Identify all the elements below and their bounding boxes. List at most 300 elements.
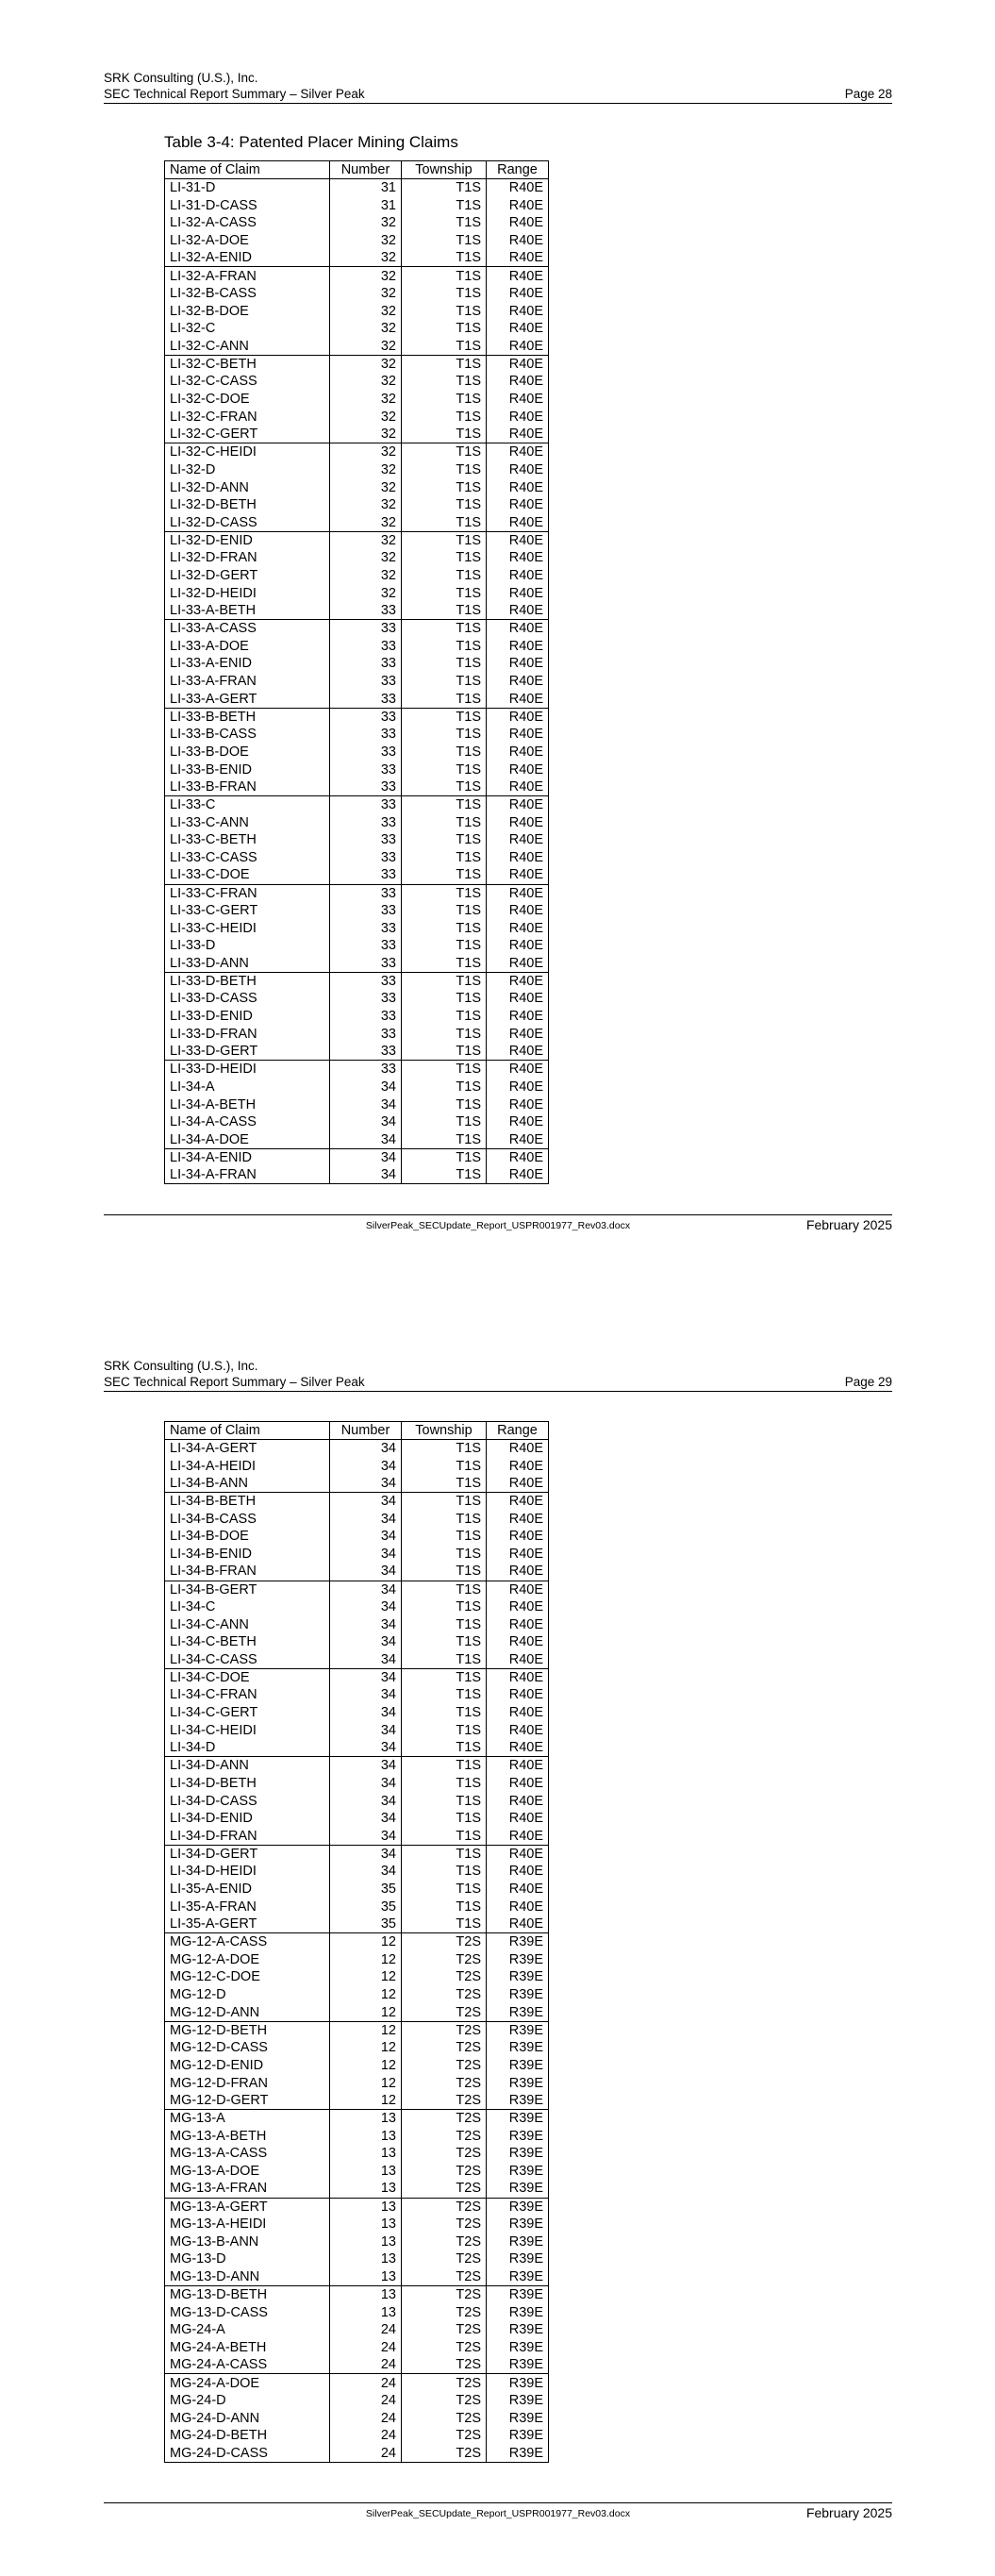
claim-range: R39E <box>487 2445 549 2463</box>
table-row <box>165 2074 549 2092</box>
claim-township: T1S <box>402 1651 487 1669</box>
claim-number: 33 <box>330 778 402 796</box>
claim-number: 34 <box>330 1686 402 1704</box>
table-row <box>165 1968 549 1986</box>
table-row <box>165 514 549 532</box>
claim-number: 34 <box>330 1581 402 1598</box>
claim-number: 32 <box>330 549 402 567</box>
claim-name: LI-34-C <box>165 1598 330 1616</box>
table-row <box>165 1475 549 1493</box>
claim-range: R40E <box>487 937 549 955</box>
claim-name: MG-24-A-CASS <box>165 2356 330 2374</box>
claim-range: R40E <box>487 1828 549 1846</box>
claim-range: R40E <box>487 1722 549 1740</box>
claim-number: 32 <box>330 338 402 356</box>
claim-number: 34 <box>330 1615 402 1633</box>
table-row <box>165 1863 549 1881</box>
claim-name: LI-33-C-BETH <box>165 831 330 849</box>
table-row <box>165 496 549 514</box>
col-header-range: Range <box>487 161 549 179</box>
table-row <box>165 1668 549 1686</box>
claim-name: LI-32-D-ANN <box>165 478 330 496</box>
claim-township: T1S <box>402 902 487 920</box>
claim-range: R40E <box>487 1739 549 1757</box>
table-row <box>165 744 549 761</box>
claim-range: R40E <box>487 972 549 990</box>
table-row <box>165 884 549 902</box>
table-caption: Table 3-4: Patented Placer Mining Claims <box>164 133 458 151</box>
claim-name: LI-33-C-CASS <box>165 849 330 867</box>
claim-township: T2S <box>402 2039 487 2057</box>
claim-number: 32 <box>330 408 402 426</box>
page-footer <box>104 1214 892 1232</box>
table-row <box>165 1598 549 1616</box>
claim-name: LI-34-C-HEIDI <box>165 1722 330 1740</box>
claim-name: LI-32-D-ENID <box>165 531 330 549</box>
claim-range: R40E <box>487 391 549 409</box>
table-row <box>165 2180 549 2198</box>
claim-township: T2S <box>402 2163 487 2181</box>
claim-range: R40E <box>487 426 549 443</box>
claim-number: 34 <box>330 1563 402 1581</box>
table-row <box>165 761 549 778</box>
claim-name: LI-33-A-ENID <box>165 655 330 673</box>
claim-range: R40E <box>487 690 549 708</box>
claim-range: R40E <box>487 1113 549 1131</box>
claim-number: 35 <box>330 1915 402 1933</box>
claim-township: T1S <box>402 1881 487 1899</box>
claim-name: MG-12-D-GERT <box>165 2092 330 2110</box>
claim-name: MG-12-A-CASS <box>165 1933 330 1951</box>
claim-number: 33 <box>330 1026 402 1044</box>
col-header-range: Range <box>487 1422 549 1440</box>
claim-township: T1S <box>402 514 487 532</box>
table-row <box>165 866 549 884</box>
claim-range: R40E <box>487 1475 549 1493</box>
claim-range: R40E <box>487 1898 549 1915</box>
claim-name: LI-32-B-CASS <box>165 285 330 303</box>
table-row <box>165 2092 549 2110</box>
claim-township: T1S <box>402 1845 487 1863</box>
claim-name: LI-33-D-ENID <box>165 1008 330 1026</box>
claim-township: T1S <box>402 1739 487 1757</box>
claim-number: 34 <box>330 1148 402 1166</box>
claim-range: R39E <box>487 2392 549 2410</box>
claim-range: R40E <box>487 267 549 285</box>
claim-number: 31 <box>330 179 402 197</box>
claim-township: T1S <box>402 1493 487 1511</box>
claim-township: T2S <box>402 2021 487 2039</box>
claim-name: LI-34-B-CASS <box>165 1510 330 1528</box>
table-row <box>165 478 549 496</box>
claim-township: T2S <box>402 2339 487 2357</box>
table-row <box>165 2286 549 2304</box>
claim-name: LI-34-C-GERT <box>165 1704 330 1722</box>
claim-range: R40E <box>487 1845 549 1863</box>
claim-township: T1S <box>402 602 487 620</box>
claim-range: R39E <box>487 2039 549 2057</box>
claim-range: R40E <box>487 1457 549 1475</box>
table-row <box>165 1131 549 1149</box>
claim-range: R40E <box>487 866 549 884</box>
claim-township: T1S <box>402 796 487 814</box>
claim-township: T1S <box>402 1757 487 1775</box>
claim-name: LI-34-D-GERT <box>165 1845 330 1863</box>
claim-range: R40E <box>487 443 549 461</box>
table-row <box>165 1096 549 1113</box>
claim-number: 32 <box>330 285 402 303</box>
claim-township: T2S <box>402 1986 487 2004</box>
claim-township: T1S <box>402 690 487 708</box>
claim-township: T1S <box>402 179 487 197</box>
table-row <box>165 1933 549 1951</box>
table-row <box>165 302 549 320</box>
claim-number: 32 <box>330 267 402 285</box>
claim-range: R40E <box>487 744 549 761</box>
claim-number: 12 <box>330 2057 402 2075</box>
table-row <box>165 2004 549 2022</box>
claim-name: LI-34-B-BETH <box>165 1493 330 1511</box>
table-row <box>165 1775 549 1793</box>
claim-number: 34 <box>330 1546 402 1564</box>
table-row <box>165 690 549 708</box>
claim-township: T1S <box>402 1148 487 1166</box>
claim-range: R40E <box>487 408 549 426</box>
claim-range: R39E <box>487 2004 549 2022</box>
page-number: Page 28 <box>844 87 892 101</box>
claim-number: 33 <box>330 726 402 744</box>
claim-township: T2S <box>402 2303 487 2321</box>
claim-name: MG-13-A-FRAN <box>165 2180 330 2198</box>
claim-name: LI-34-A <box>165 1079 330 1096</box>
col-header-name: Name of Claim <box>165 1422 330 1440</box>
claim-number: 24 <box>330 2445 402 2463</box>
claim-name: LI-32-B-DOE <box>165 302 330 320</box>
claim-township: T2S <box>402 2110 487 2128</box>
claim-township: T1S <box>402 461 487 479</box>
claim-number: 33 <box>330 866 402 884</box>
claim-name: LI-32-C <box>165 320 330 338</box>
claim-name: LI-32-A-CASS <box>165 214 330 232</box>
table-row <box>165 2198 549 2216</box>
table-row <box>165 673 549 691</box>
claim-range: R40E <box>487 849 549 867</box>
claim-township: T2S <box>402 2250 487 2268</box>
table-row <box>165 726 549 744</box>
claim-range: R40E <box>487 1598 549 1616</box>
claim-name: MG-24-A <box>165 2321 330 2339</box>
table-row <box>165 443 549 461</box>
claim-range: R40E <box>487 531 549 549</box>
table-row <box>165 567 549 585</box>
claim-range: R39E <box>487 2180 549 2198</box>
claim-name: LI-34-C-DOE <box>165 1668 330 1686</box>
claim-number: 24 <box>330 2321 402 2339</box>
claim-range: R40E <box>487 919 549 937</box>
claim-township: T1S <box>402 196 487 214</box>
footer-rule <box>104 2502 892 2503</box>
claim-name: LI-33-A-DOE <box>165 637 330 655</box>
table-row <box>165 620 549 638</box>
claim-number: 13 <box>330 2198 402 2216</box>
claim-township: T1S <box>402 1563 487 1581</box>
claim-name: LI-32-D <box>165 461 330 479</box>
claim-range: R40E <box>487 1546 549 1564</box>
claim-range: R39E <box>487 1986 549 2004</box>
table-row <box>165 214 549 232</box>
claim-name: MG-24-D <box>165 2392 330 2410</box>
claim-township: T1S <box>402 1043 487 1061</box>
table-row <box>165 549 549 567</box>
claim-name: LI-32-D-CASS <box>165 514 330 532</box>
claim-number: 24 <box>330 2392 402 2410</box>
table-row <box>165 1739 549 1757</box>
table-row <box>165 1633 549 1651</box>
table-row <box>165 1079 549 1096</box>
claim-number: 34 <box>330 1113 402 1131</box>
claim-name: MG-13-B-ANN <box>165 2233 330 2250</box>
col-header-township: Township <box>402 161 487 179</box>
claim-township: T1S <box>402 1026 487 1044</box>
footer-date: February 2025 <box>805 1217 892 1232</box>
claim-number: 32 <box>330 496 402 514</box>
claim-name: LI-33-D-HEIDI <box>165 1061 330 1079</box>
claim-range: R40E <box>487 584 549 602</box>
claim-name: LI-34-B-ENID <box>165 1546 330 1564</box>
table-row <box>165 1950 549 1968</box>
claim-number: 13 <box>330 2180 402 2198</box>
claim-number: 33 <box>330 1008 402 1026</box>
claim-name: LI-33-D-FRAN <box>165 1026 330 1044</box>
claim-number: 13 <box>330 2216 402 2233</box>
claim-number: 33 <box>330 602 402 620</box>
table-row <box>165 1166 549 1184</box>
table-row <box>165 955 549 973</box>
claim-township: T2S <box>402 1968 487 1986</box>
table-row <box>165 2233 549 2250</box>
claim-number: 12 <box>330 1968 402 1986</box>
claim-name: MG-24-D-BETH <box>165 2427 330 2445</box>
claim-number: 12 <box>330 2074 402 2092</box>
claim-township: T1S <box>402 302 487 320</box>
footer-filename: SilverPeak_SECUpdate_Report_USPR001977_Rev03.docx <box>365 2508 631 2519</box>
claim-number: 13 <box>330 2286 402 2304</box>
claim-number: 33 <box>330 690 402 708</box>
claim-township: T2S <box>402 2374 487 2392</box>
claim-name: MG-13-D-ANN <box>165 2268 330 2286</box>
claim-name: LI-32-D-FRAN <box>165 549 330 567</box>
claim-township: T1S <box>402 373 487 391</box>
table-row <box>165 196 549 214</box>
table-row <box>165 2250 549 2268</box>
table-row <box>165 1440 549 1458</box>
claim-number: 34 <box>330 1845 402 1863</box>
claim-range: R40E <box>487 1510 549 1528</box>
report-page-29 <box>0 1288 995 2576</box>
table-row <box>165 2356 549 2374</box>
claim-name: LI-33-D-GERT <box>165 1043 330 1061</box>
claim-name: LI-32-C-GERT <box>165 426 330 443</box>
claims-table <box>164 1421 549 2463</box>
claim-township: T1S <box>402 584 487 602</box>
claim-range: R40E <box>487 232 549 250</box>
claim-name: LI-34-C-ANN <box>165 1615 330 1633</box>
claim-township: T2S <box>402 2216 487 2233</box>
claim-township: T1S <box>402 1528 487 1546</box>
claim-range: R40E <box>487 355 549 373</box>
table-row <box>165 2145 549 2163</box>
claim-township: T1S <box>402 919 487 937</box>
claim-range: R40E <box>487 761 549 778</box>
claim-range: R40E <box>487 1043 549 1061</box>
claim-township: T1S <box>402 478 487 496</box>
table-row <box>165 1061 549 1079</box>
claim-name: LI-32-A-DOE <box>165 232 330 250</box>
claim-range: R39E <box>487 2268 549 2286</box>
claim-range: R40E <box>487 813 549 831</box>
table-row <box>165 2268 549 2286</box>
col-header-number: Number <box>330 161 402 179</box>
claim-name: LI-33-D-CASS <box>165 990 330 1008</box>
claim-number: 32 <box>330 373 402 391</box>
claim-range: R39E <box>487 2074 549 2092</box>
claim-range: R40E <box>487 673 549 691</box>
table-row <box>165 408 549 426</box>
claim-name: LI-32-C-DOE <box>165 391 330 409</box>
claim-number: 33 <box>330 955 402 973</box>
claim-township: T1S <box>402 1440 487 1458</box>
claim-range: R40E <box>487 1008 549 1026</box>
claim-number: 34 <box>330 1792 402 1810</box>
claim-name: LI-32-A-FRAN <box>165 267 330 285</box>
claim-range: R40E <box>487 1096 549 1113</box>
claim-name: LI-34-D-BETH <box>165 1775 330 1793</box>
claim-name: LI-34-A-BETH <box>165 1096 330 1113</box>
claim-range: R40E <box>487 514 549 532</box>
claim-range: R39E <box>487 1933 549 1951</box>
claim-number: 33 <box>330 919 402 937</box>
claim-range: R40E <box>487 1775 549 1793</box>
claim-number: 33 <box>330 796 402 814</box>
claim-number: 24 <box>330 2374 402 2392</box>
claim-name: LI-32-D-HEIDI <box>165 584 330 602</box>
table-row <box>165 708 549 726</box>
claim-name: MG-13-A-CASS <box>165 2145 330 2163</box>
claim-township: T1S <box>402 972 487 990</box>
claim-number: 34 <box>330 1704 402 1722</box>
claim-name: LI-33-B-DOE <box>165 744 330 761</box>
claim-name: MG-12-D-BETH <box>165 2021 330 2039</box>
table-row <box>165 2339 549 2357</box>
page-number: Page 29 <box>844 1375 892 1389</box>
claim-range: R40E <box>487 179 549 197</box>
table-row <box>165 1845 549 1863</box>
claim-name: MG-24-A-DOE <box>165 2374 330 2392</box>
claim-number: 13 <box>330 2163 402 2181</box>
claim-range: R40E <box>487 214 549 232</box>
claim-number: 33 <box>330 637 402 655</box>
claim-name: LI-33-B-BETH <box>165 708 330 726</box>
claim-name: LI-34-C-CASS <box>165 1651 330 1669</box>
claim-range: R40E <box>487 1493 549 1511</box>
table-row <box>165 373 549 391</box>
table-row <box>165 320 549 338</box>
claim-number: 33 <box>330 990 402 1008</box>
claim-name: LI-34-A-FRAN <box>165 1166 330 1184</box>
claim-township: T1S <box>402 1475 487 1493</box>
claim-number: 32 <box>330 302 402 320</box>
claim-name: LI-34-D-FRAN <box>165 1828 330 1846</box>
table-row <box>165 990 549 1008</box>
claim-range: R40E <box>487 1581 549 1598</box>
table-row <box>165 849 549 867</box>
claim-name: LI-34-D-CASS <box>165 1792 330 1810</box>
claim-number: 32 <box>330 232 402 250</box>
claim-name: MG-13-A-DOE <box>165 2163 330 2181</box>
header-rule <box>104 1391 892 1392</box>
claim-number: 24 <box>330 2409 402 2427</box>
claim-number: 32 <box>330 461 402 479</box>
claim-township: T2S <box>402 1933 487 1951</box>
claim-township: T1S <box>402 1598 487 1616</box>
claim-name: LI-33-D <box>165 937 330 955</box>
claim-township: T1S <box>402 1686 487 1704</box>
table-row <box>165 267 549 285</box>
claim-name: LI-34-B-GERT <box>165 1581 330 1598</box>
table-row <box>165 2303 549 2321</box>
claim-township: T1S <box>402 1898 487 1915</box>
claim-range: R39E <box>487 2286 549 2304</box>
claim-name: LI-33-A-CASS <box>165 620 330 638</box>
claim-name: LI-34-C-BETH <box>165 1633 330 1651</box>
claim-name: LI-34-D <box>165 1739 330 1757</box>
claim-number: 33 <box>330 655 402 673</box>
claim-name: LI-32-D-GERT <box>165 567 330 585</box>
claim-range: R40E <box>487 955 549 973</box>
claim-township: T2S <box>402 2004 487 2022</box>
claim-name: LI-33-B-ENID <box>165 761 330 778</box>
table-row <box>165 972 549 990</box>
claim-township: T1S <box>402 1079 487 1096</box>
table-row <box>165 355 549 373</box>
table-row <box>165 1651 549 1669</box>
col-header-number: Number <box>330 1422 402 1440</box>
claim-range: R39E <box>487 2057 549 2075</box>
claim-name: MG-24-D-CASS <box>165 2445 330 2463</box>
claim-township: T2S <box>402 2180 487 2198</box>
claim-township: T2S <box>402 2198 487 2216</box>
claim-number: 34 <box>330 1440 402 1458</box>
claim-name: MG-13-D <box>165 2250 330 2268</box>
table-row <box>165 338 549 356</box>
claim-township: T2S <box>402 2409 487 2427</box>
claim-range: R40E <box>487 338 549 356</box>
claim-township: T1S <box>402 214 487 232</box>
claim-name: MG-12-A-DOE <box>165 1950 330 1968</box>
page-header <box>104 70 892 104</box>
claim-number: 33 <box>330 937 402 955</box>
claim-township: T1S <box>402 531 487 549</box>
claim-range: R40E <box>487 726 549 744</box>
claim-name: LI-33-D-BETH <box>165 972 330 990</box>
company-name: SRK Consulting (U.S.), Inc. <box>104 1359 258 1373</box>
claim-township: T1S <box>402 778 487 796</box>
table-row <box>165 2163 549 2181</box>
table-row <box>165 831 549 849</box>
claim-range: R39E <box>487 2233 549 2250</box>
claim-name: LI-33-C-ANN <box>165 813 330 831</box>
claim-name: MG-12-D-ENID <box>165 2057 330 2075</box>
